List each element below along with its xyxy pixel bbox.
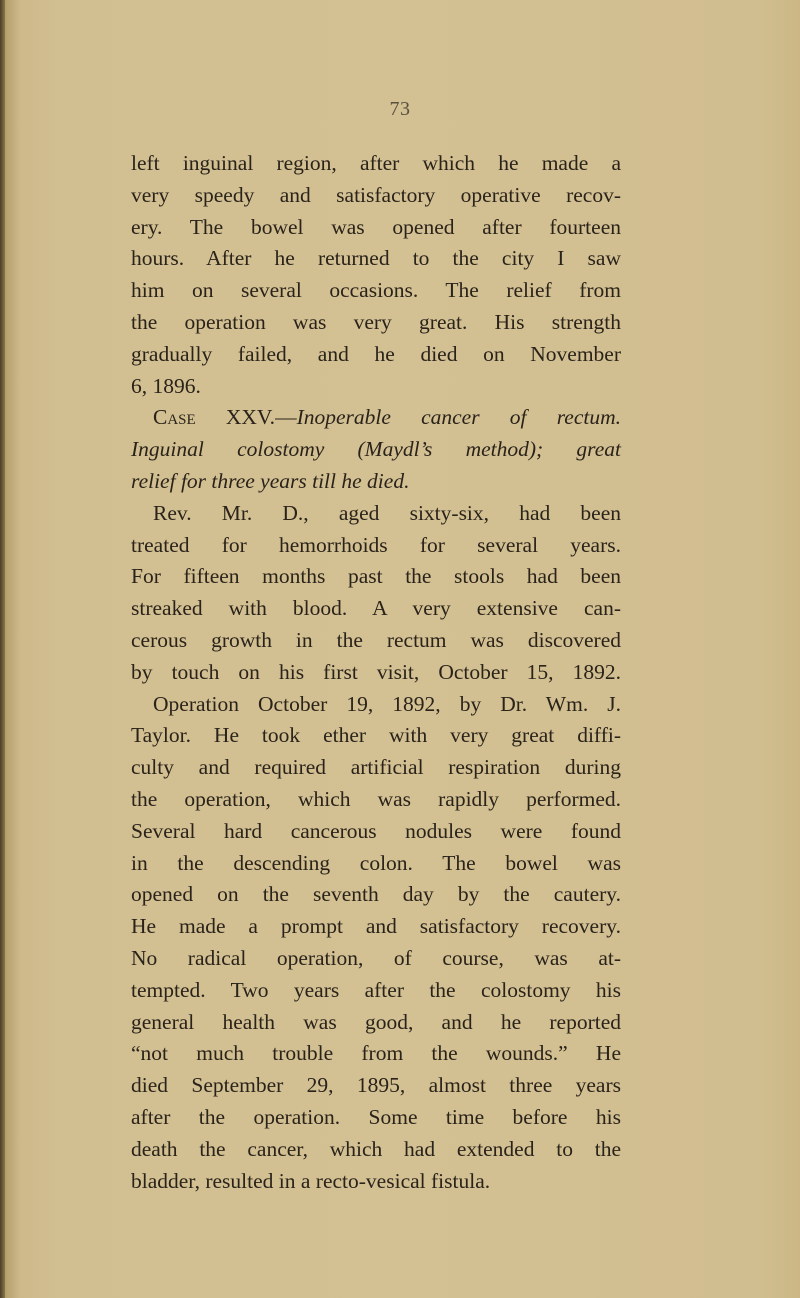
text-line: He made a prompt and satisfactory recovery.: [131, 914, 621, 939]
text-line: gradually failed, and he died on November: [131, 341, 621, 366]
text-line: bladder, resulted in a recto-vesical fistula.: [131, 1168, 491, 1193]
text-line: him on several occasions. The relief from: [131, 278, 621, 303]
case-title-line: relief for three years till he died.: [131, 468, 410, 493]
text-line: the operation was very great. His strength: [131, 309, 621, 334]
text-line: Taylor. He took ether with very great diffi-: [131, 723, 621, 748]
case-title-line: Inguinal colostomy (Maydl’s method); great: [131, 437, 621, 462]
text-line: ery. The bowel was opened after fourteen: [131, 214, 621, 239]
text-line: tempted. Two years after the colostomy his: [131, 977, 621, 1002]
text-line: No radical operation, of course, was at-: [131, 945, 621, 970]
text-line: by touch on his first visit, October 15, 1892.: [131, 659, 621, 684]
text-line: Rev. Mr. D., aged sixty-six, had been: [153, 500, 621, 525]
text-line: streaked with blood. A very extensive can-: [131, 596, 621, 621]
case-dash: —: [275, 405, 297, 430]
text-line: after the operation. Some time before his: [131, 1104, 621, 1129]
text-line: 6, 1896.: [131, 373, 201, 398]
text-line: cerous growth in the rectum was discovered: [131, 627, 621, 652]
text-line: For fifteen months past the stools had been: [131, 564, 621, 589]
text-line: opened on the seventh day by the cautery.: [131, 882, 621, 907]
text-line: Several hard cancerous nodules were found: [131, 818, 621, 843]
text-line: death the cancer, which had extended to the: [131, 1136, 621, 1161]
text-line: Operation October 19, 1892, by Dr. Wm. J.: [153, 691, 621, 716]
text-line: “not much trouble from the wounds.” He: [131, 1041, 621, 1066]
body-text: [131, 148, 621, 1197]
text-line: treated for hemorrhoids for several years.: [131, 532, 621, 557]
text-line: hours. After he returned to the city I saw: [131, 246, 621, 271]
case-heading-line: [131, 402, 621, 434]
page-number: 73: [389, 98, 411, 120]
text-line: very speedy and satisfactory operative recov-: [131, 182, 621, 207]
text-line: culty and required artificial respiration during: [131, 755, 621, 780]
case-title: Inoperable cancer of rectum.: [296, 405, 621, 430]
case-label: Case XXV.: [153, 405, 276, 430]
text-line: the operation, which was rapidly performed.: [131, 786, 621, 811]
text-line: in the descending colon. The bowel was: [131, 850, 621, 875]
text-line: general health was good, and he reported: [131, 1009, 621, 1034]
text-line: left inguinal region, after which he made a: [131, 151, 621, 175]
text-line: died September 29, 1895, almost three years: [131, 1073, 621, 1098]
